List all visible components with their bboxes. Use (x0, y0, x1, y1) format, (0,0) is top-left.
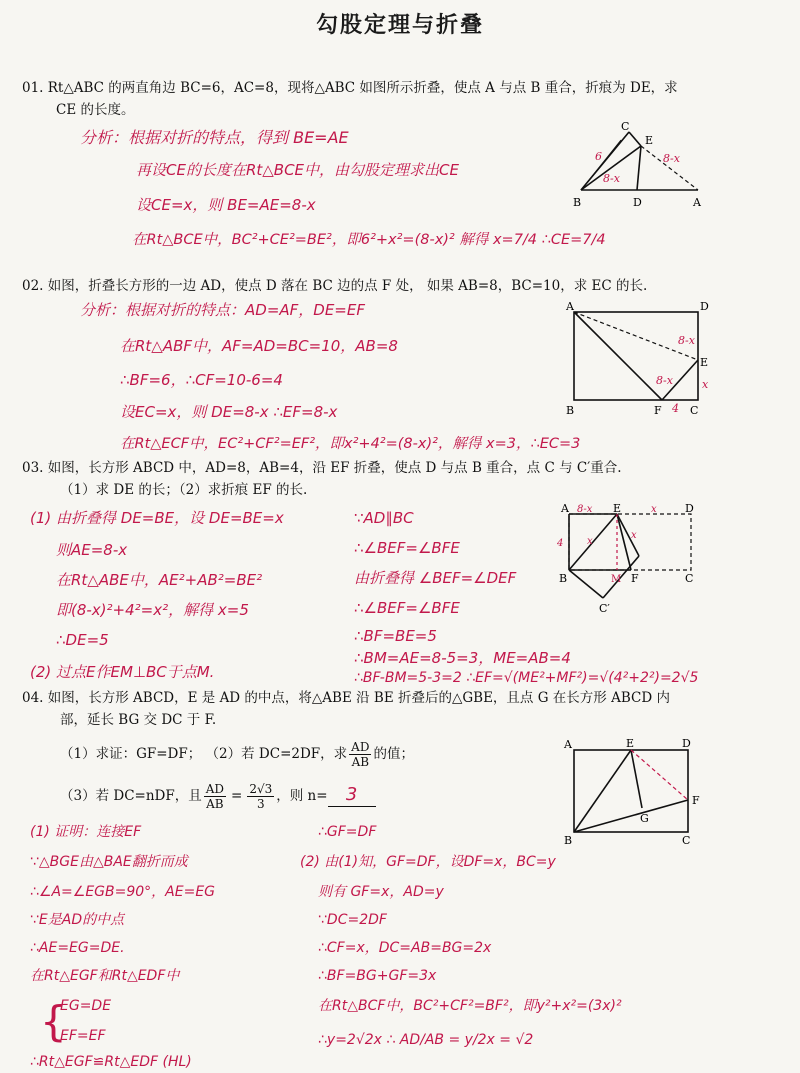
q3-label-C-prime: C′ (599, 602, 610, 615)
q4-answer-right: ∴GF=DF (318, 824, 377, 840)
q4-answer-left: ∴Rt△EGF≌Rt△EDF (HL) (30, 1054, 192, 1070)
q2-side-label: x (702, 378, 709, 391)
q4-label-E: E (626, 738, 635, 750)
q4-answer-n: 3 (345, 784, 358, 805)
q4-part3-text: （3）若 DC=nDF，且 (60, 788, 202, 804)
q4-answer-right: 则有 GF=x，AD=y (318, 884, 444, 900)
q2-answer-line: 在Rt△ABF中，AF=AD=BC=10，AB=8 (120, 337, 398, 355)
q4-frac-den: AB (351, 754, 370, 769)
q4-answer-right: 在Rt△BCF中，BC²+CF²=BF²，即y²+x²=(3x)² (318, 998, 622, 1014)
q4-answer-left: ∵△BGE由△BAE翻折而成 (30, 854, 188, 870)
q4-answer-right: ∵DC=2DF (318, 912, 387, 928)
q4-answer-right: ∴BF=BG+GF=3x (318, 968, 437, 984)
q3-answer-left: (1) 由折叠得 DE=BE，设 DE=BE=x (30, 509, 284, 527)
q3-figure (555, 500, 705, 620)
q4-label-D: D (682, 738, 691, 750)
q1-side-label: 8-x (603, 172, 620, 185)
q2-label-F: F (654, 404, 662, 417)
q4-frac-num: AD (205, 781, 225, 796)
q4-label-C: C (682, 834, 691, 847)
q1-side-6: 6 (595, 150, 602, 163)
q1-label-C: C (621, 120, 630, 133)
q4-answer-left: ∴AE=EG=DE. (30, 940, 125, 956)
q4-answer-blank (328, 785, 376, 807)
q4-label-F: F (692, 794, 700, 807)
q4-answer-left: ∴∠A=∠EGB=90°，AE=EG (30, 884, 216, 900)
q3-answer-right: ∴∠BEF=∠BFE (354, 599, 460, 617)
q1-text-line1: 01. Rt△ABC 的两直角边 BC=6，AC=8，现将△ABC 如图所示折叠，使点 A 与点 B 重合，折痕为 DE，求 (22, 80, 678, 96)
q4-frac-den: AB (206, 796, 224, 811)
q4-label-G: G (640, 812, 649, 825)
q2-label-A: A (566, 300, 574, 313)
q3-side-label: 4 (557, 538, 564, 549)
q3-side-label: 8-x (577, 504, 593, 515)
q3-label-D: D (685, 502, 694, 515)
q2-label-C: C (690, 404, 699, 417)
q4-answer-left: 在Rt△EGF和Rt△EDF中 (30, 968, 180, 984)
q4-frac-den: 3 (256, 796, 265, 811)
q2-side-label: 8-x (656, 374, 673, 387)
q4-part3 (60, 776, 376, 816)
q3-answer-right: ∴∠BEF=∠BFE (354, 539, 460, 557)
q4-figure (560, 738, 710, 848)
q2-figure (562, 300, 712, 420)
q3-answer-right: ∵AD∥BC (354, 509, 414, 527)
q4-part12-text: （1）求证：GF=DF； （2）若 DC=2DF，求 (60, 746, 348, 762)
q4-brace: { (40, 997, 67, 1046)
q4-part12-tail: 的值； (373, 746, 414, 762)
q3-text-line1: 03. 如图，长方形 ABCD 中，AD=8，AB=4，沿 EF 折叠，使点 D 与点 B 重合，点 C 与 C′重合. (22, 460, 622, 476)
q2-answer-line: 分析：根据对折的特点：AD=AF，DE=EF (80, 301, 365, 319)
q3-side-label: x (651, 504, 657, 515)
q4-label-A: A (564, 738, 572, 751)
q3-label-C: C (685, 572, 694, 585)
q2-label-D: D (700, 300, 709, 313)
q4-fraction (349, 740, 371, 769)
q3-answer-right: ∴BM=AE=8-5=3，ME=AB=4 (354, 649, 571, 667)
q4-answer-left: EG=DE (60, 998, 112, 1014)
q4-part3-tail: ，则 n= (276, 788, 328, 804)
q3-answer-right: ∴BF-BM=5-3=2 ∴EF=√(ME²+MF²)=√(4²+2²)=2√5 (354, 670, 699, 686)
q4-frac-num: 2√3 (249, 781, 273, 796)
q1-answer-line: 分析：根据对折的特点，得到 BE=AE (80, 128, 349, 147)
q3-answer-left: 即(8-x)²+4²=x²，解得 x=5 (56, 601, 249, 619)
q3-label-A: A (561, 502, 569, 515)
q1-label-E: E (645, 134, 654, 147)
q2-answer-line: 在Rt△ECF中，EC²+CF²=EF²，即x²+4²=(8-x)²，解得 x=3，∴EC=3 (120, 436, 581, 452)
q4-answer-right: ∴CF=x，DC=AB=BG=2x (318, 940, 492, 956)
q3-answer-left: 在Rt△ABE中，AE²+AB²=BE² (56, 571, 263, 589)
q3-answer-left: (2) 过点E作EM⊥BC于点M. (30, 663, 215, 681)
q3-answer-right: ∴BF=BE=5 (354, 627, 437, 645)
q1-label-D: D (633, 196, 642, 209)
q4-equals: = (231, 788, 243, 804)
q3-label-F: F (631, 572, 639, 585)
q1-text-line2: CE 的长度。 (56, 102, 135, 118)
q4-answer-left: EF=EF (60, 1028, 106, 1044)
q4-answer-left: ∵E是AD的中点 (30, 912, 125, 928)
q1-answer-line: 再设CE的长度在Rt△BCE中，由勾股定理求出CE (136, 161, 459, 179)
q1-label-A: A (693, 196, 701, 209)
q4-fraction (204, 782, 226, 811)
q4-label-B: B (564, 834, 573, 847)
page-title: 勾股定理与折叠 (315, 13, 484, 38)
q4-text-line2: 部，延长 BG 交 DC 于 F. (60, 712, 217, 728)
q1-answer-line: 在Rt△BCE中，BC²+CE²=BE²，即6²+x²=(8-x)² 解得 x=7/4 ∴CE=7/4 (132, 232, 606, 248)
q1-figure (565, 118, 705, 218)
q4-fraction (247, 782, 274, 811)
q2-side-label: 8-x (678, 334, 695, 347)
q3-label-M: M (611, 574, 622, 585)
q2-label-B: B (566, 404, 575, 417)
q3-label-E: E (613, 502, 622, 515)
q3-side-label: x (587, 536, 593, 547)
q3-side-label: x (631, 530, 637, 541)
q4-text-line1: 04. 如图，长方形 ABCD，E 是 AD 的中点，将△ABE 沿 BE 折叠后的△GBE，且点 G 在长方形 ABCD 内 (22, 690, 670, 706)
q4-frac-num: AD (351, 739, 370, 754)
q2-text-line1: 02. 如图，折叠长方形的一边 AD，使点 D 落在 BC 边的点 F 处， 如果 AB=8，BC=10，求 EC 的长. (22, 278, 648, 294)
q4-answer-right: (2) 由(1)知，GF=DF，设DF=x，BC=y (300, 854, 556, 870)
q3-answer-right: 由折叠得 ∠BEF=∠DEF (354, 569, 517, 587)
q4-part12 (60, 734, 414, 774)
q3-answer-left: 则AE=8-x (56, 541, 128, 559)
q4-answer-left: (1) 证明：连接EF (30, 824, 142, 840)
q3-text-line2: （1）求 DE 的长；（2）求折痕 EF 的长. (60, 482, 308, 498)
q2-label-E: E (700, 356, 709, 369)
q3-answer-left: ∴DE=5 (56, 631, 109, 649)
q2-side-label: 4 (672, 402, 679, 415)
q2-answer-line: 设EC=x，则 DE=8-x ∴EF=8-x (120, 403, 338, 421)
q4-answer-right: ∴y=2√2x ∴ AD/AB = y/2x = √2 (318, 1032, 534, 1048)
q1-side-label: 8-x (663, 152, 680, 165)
q1-label-B: B (573, 196, 582, 209)
q1-answer-line: 设CE=x，则 BE=AE=8-x (136, 196, 316, 214)
q2-answer-line: ∴BF=6，∴CF=10-6=4 (120, 371, 283, 389)
q3-label-B: B (559, 572, 568, 585)
